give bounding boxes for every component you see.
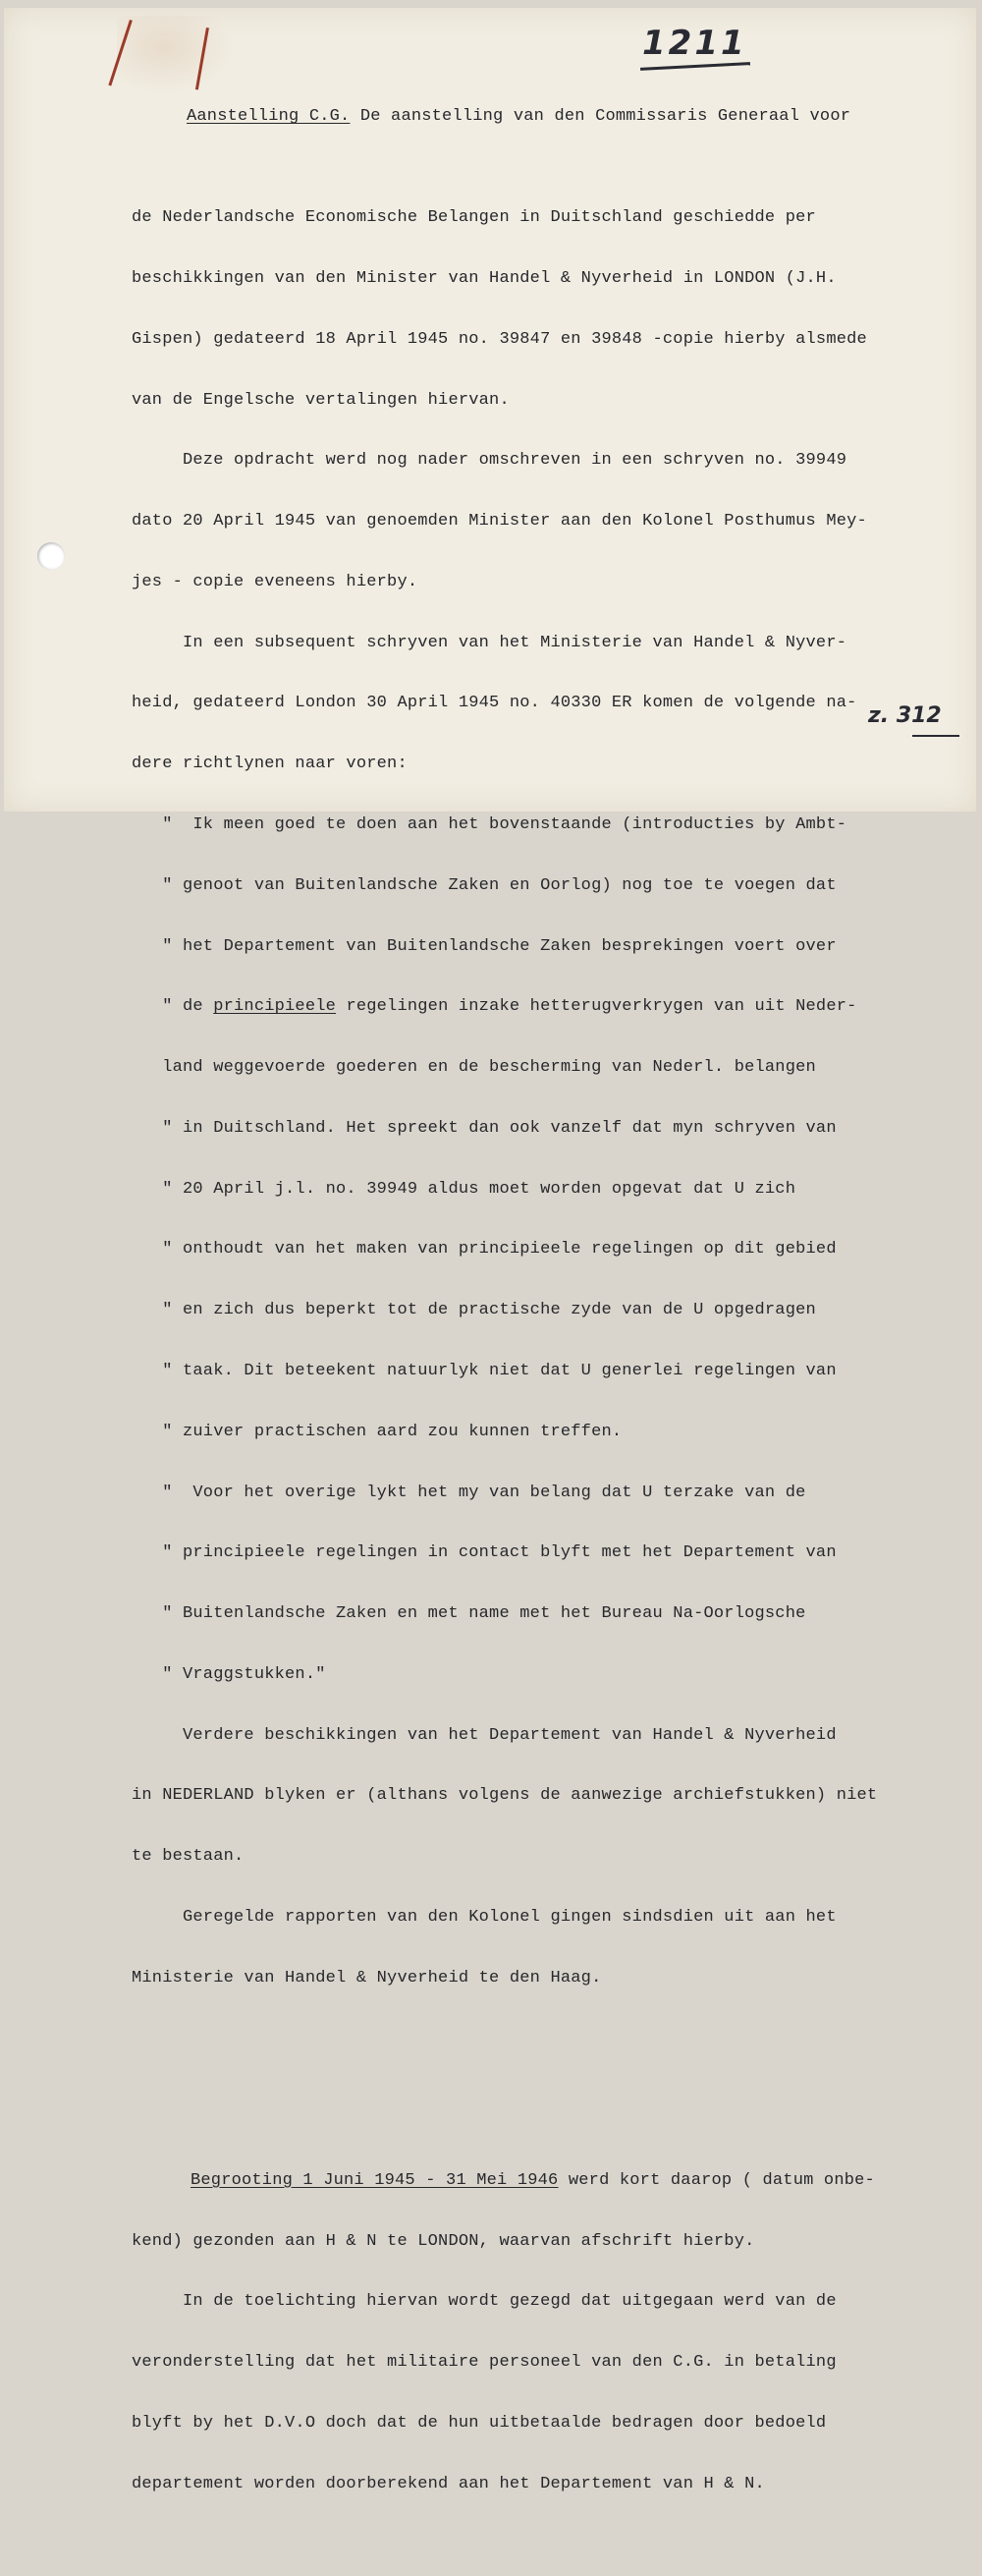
document-page <box>4 8 976 2493</box>
quote-line: " genoot van Buitenlandsche Zaken en Oorlog) nog toe te voegen dat <box>132 875 837 895</box>
text-line: Verdere beschikkingen van het Departement van Handel & Nyverheid <box>132 1725 837 1745</box>
text-line: Ministerie van Handel & Nyverheid te den Haag. <box>132 1968 602 1988</box>
text-line: Deze opdracht werd nog nader omschreven in een schryven no. 39949 <box>132 451 847 471</box>
text-line: departement worden doorberekend aan het Departement van H & N. <box>132 2474 765 2493</box>
quote-line: land weggevoerde goederen en de bescherming van Nederl. belangen <box>132 1058 816 1078</box>
quote-line: " het Departement van Buitenlandsche Zaken besprekingen voert over <box>132 936 837 956</box>
text-line: de Nederlandsche Economische Belangen in Duitschland geschiedde per <box>132 208 816 228</box>
margin-note: z. 312 <box>868 703 942 728</box>
text-line: van de Engelsche vertalingen hiervan. <box>132 390 510 410</box>
typed-text-body <box>4 67 877 2576</box>
quote-line: " Ik meen goed te doen aan het bovenstaande (introducties by Ambt- <box>132 814 847 834</box>
text-line: dato 20 April 1945 van genoemden Minister aan den Kolonel Posthumus Mey- <box>132 512 867 532</box>
paragraph-begrooting <box>4 2131 877 2536</box>
quote-line: " de principieele regelingen inzake hetterugverkrygen van uit Neder- <box>132 997 857 1017</box>
text-line: beschikkingen van den Minister van Handel & Nyverheid in LONDON (J.H. <box>132 268 837 288</box>
paragraph-aanstelling <box>4 168 877 2090</box>
page-number: 1211 <box>642 24 747 63</box>
text-line: heid, gedateerd London 30 April 1945 no. 40330 ER komen de volgende na- <box>132 694 857 713</box>
section-heading-begrooting: Begrooting 1 Juni 1945 - 31 Mei 1946 <box>191 2170 559 2190</box>
text-line: In de toelichting hiervan wordt gezegd dat uitgegaan werd van de <box>132 2292 837 2312</box>
text-line: Aanstelling C.G. De aanstelling van den Commissaris Generaal voor <box>187 107 851 127</box>
quote-line: " principieele regelingen in contact blyft met het Departement van <box>132 1543 837 1563</box>
text-line: dere richtlynen naar voren: <box>132 755 408 774</box>
text-line: jes - copie eveneens hierby. <box>132 572 418 591</box>
quote-line: " Voor het overige lykt het my van belang dat U terzake van de <box>132 1483 806 1502</box>
text-line: Gispen) gedateerd 18 April 1945 no. 39847 en 39848 -copie hierby alsmede <box>132 329 867 349</box>
text-line: Geregelde rapporten van den Kolonel gingen sindsdien uit aan het <box>132 1908 837 1928</box>
quote-line: " in Duitschland. Het spreekt dan ook vanzelf dat myn schryven van <box>132 1118 837 1138</box>
text-line: kend) gezonden aan H & N te LONDON, waarvan afschrift hierby. <box>132 2231 755 2251</box>
text-line: Begrooting 1 Juni 1945 - 31 Mei 1946 werd kort daarop ( datum onbe- <box>191 2170 875 2190</box>
text-line: blyft by het D.V.O doch dat de hun uitbetaalde bedragen door bedoeld <box>132 2413 827 2433</box>
section-heading-aanstelling: Aanstelling C.G. <box>187 107 351 127</box>
quote-line: " 20 April j.l. no. 39949 aldus moet worden opgevat dat U zich <box>132 1179 796 1199</box>
quote-line: " onthoudt van het maken van principieele regelingen op dit gebied <box>132 1240 837 1260</box>
quote-line: " Buitenlandsche Zaken en met name met het Bureau Na-Oorlogsche <box>132 1604 806 1624</box>
quote-line: " Vraggstukken." <box>132 1664 326 1684</box>
text-line: In een subsequent schryven van het Ministerie van Handel & Nyver- <box>132 633 847 652</box>
text-line: in NEDERLAND blyken er (althans volgens de aanwezige archiefstukken) niet <box>132 1786 878 1806</box>
text-line: te bestaan. <box>132 1847 245 1867</box>
quote-line: " zuiver practischen aard zou kunnen treffen. <box>132 1422 623 1441</box>
text-line: veronderstelling dat het militaire personeel van den C.G. in betaling <box>132 2353 837 2373</box>
blank-line <box>132 2030 877 2050</box>
margin-note-underline <box>912 735 959 737</box>
underlined-word: principieele <box>213 997 337 1017</box>
quote-line: " en zich dus beperkt tot de practische zyde van de U opgedragen <box>132 1301 816 1320</box>
quote-line: " taak. Dit beteekent natuurlyk niet dat U generlei regelingen van <box>132 1362 837 1380</box>
